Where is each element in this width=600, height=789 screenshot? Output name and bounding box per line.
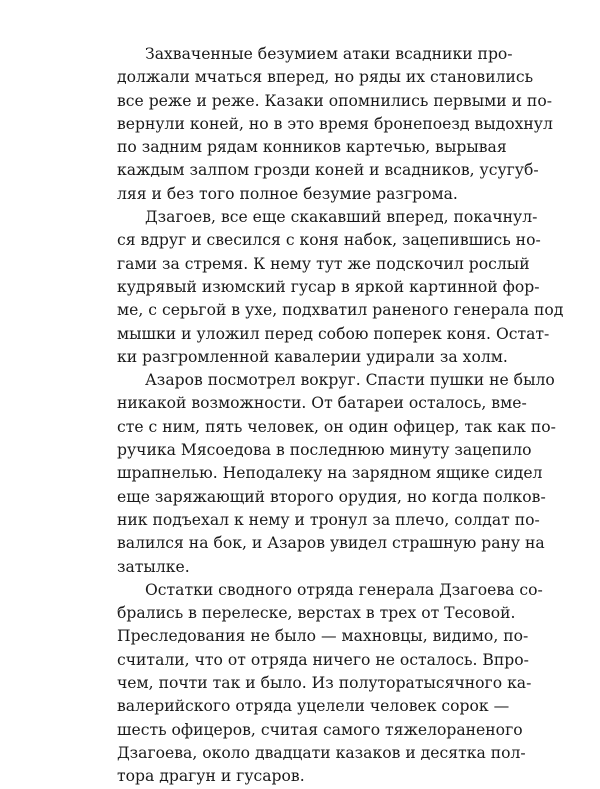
text-line: ся вдруг и свесился с коня набок, зацепившись но-: [117, 231, 541, 250]
text-line: мышки и уложил перед собою поперек коня. Остат-: [117, 324, 550, 343]
paragraph-3: [117, 369, 556, 579]
text-line: валерийского отряда уцелели человек сорок —: [117, 697, 510, 716]
paragraph-2: [117, 206, 564, 369]
text-line: шесть офицеров, считая самого тяжелораненого: [117, 720, 523, 739]
text-line: брались в перелеске, верстах в трех от Тесовой.: [117, 604, 516, 623]
text-line: еще заряжающий второго орудия, но когда полков-: [117, 487, 546, 506]
text-line: тора драгун и гусаров.: [117, 767, 305, 786]
paragraph-4: [117, 579, 543, 789]
text-line: кудрявый изюмский гусар в яркой картинной фор-: [117, 277, 540, 296]
text-line: валился на бок, и Азаров увидел страшную рану на: [117, 534, 545, 553]
text-line: вернули коней, но в это время бронепоезд выдохнул: [117, 114, 553, 133]
text-line: считали, что от отряда ничего не осталось. Впро-: [117, 650, 529, 669]
text-line: чем, почти так и было. Из полуторатысячного ка-: [117, 674, 532, 693]
text-line: гами за стремя. К нему тут же подскочил рослый: [117, 254, 530, 273]
text-line: Преследования не было — махновцы, видимо, по-: [117, 627, 529, 646]
text-line: все реже и реже. Казаки опомнились первыми и по-: [117, 91, 552, 110]
text-line: Дзагоева, около двадцати казаков и десятка пол-: [117, 743, 526, 762]
text-line: затылке.: [117, 557, 190, 576]
paragraph-1: [117, 43, 553, 206]
text-line: каждым залпом грозди коней и всадников, усугуб-: [117, 161, 539, 180]
text-line: сте с ним, пять человек, он один офицер, так как по-: [117, 417, 556, 436]
text-line: по задним рядам конников картечью, вырывая: [117, 138, 507, 157]
text-line: ки разгромленной кавалерии удирали за холм.: [117, 347, 508, 366]
text-line: ник подъехал к нему и тронул за плечо, солдат по-: [117, 510, 540, 529]
text-line: Остатки сводного отряда генерала Дзагоева со-: [145, 580, 543, 599]
text-line: шрапнелью. Неподалеку на зарядном ящике сидел: [117, 464, 543, 483]
text-line: Азаров посмотрел вокруг. Спасти пушки не было: [145, 371, 555, 390]
text-line: должали мчаться вперед, но ряды их становились: [117, 68, 534, 87]
text-line: ме, с серьгой в ухе, подхватил раненого генерала под: [117, 301, 564, 320]
text-line: никакой возможности. От батареи осталось, вме-: [117, 394, 527, 413]
text-line: Захваченные безумием атаки всадники про-: [145, 45, 513, 63]
text-line: Дзагоев, все еще скакавший вперед, покачнул-: [145, 208, 538, 227]
text-line: ручика Мясоедова в последнюю минуту зацепило: [117, 441, 532, 460]
page-text: [117, 43, 564, 789]
text-line: ляя и без того полное безумие разгрома.: [117, 184, 458, 203]
